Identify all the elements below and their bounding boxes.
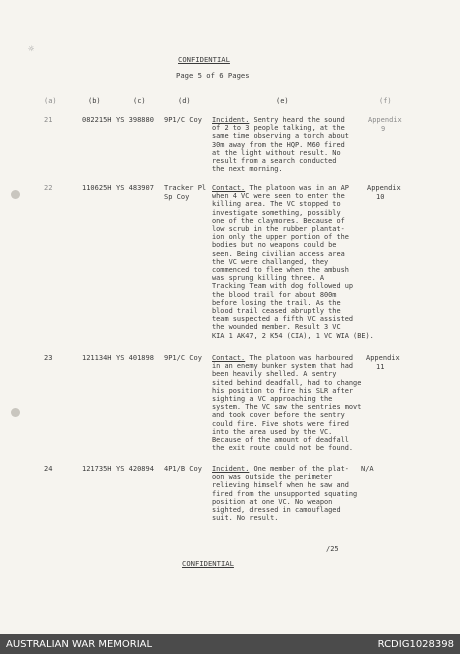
entry-unit: 4P1/B Coy <box>164 465 202 473</box>
entry-time: 110625H <box>82 184 112 192</box>
corner-mark: ☼ <box>28 44 35 55</box>
entry-heading: Contact. <box>212 354 246 362</box>
classification-footer: CONFIDENTIAL <box>182 559 234 568</box>
entry-time: 082215H <box>82 116 112 124</box>
entry-heading: Incident. <box>212 465 250 473</box>
archive-id: RCDIG1028398 <box>377 639 454 650</box>
archive-watermark-bar <box>0 634 460 654</box>
entry-ref-number: 9 <box>381 125 386 133</box>
entry-heading: Incident. <box>212 116 250 124</box>
entry-unit: Tracker Pl <box>164 184 207 192</box>
archive-name: AUSTRALIAN WAR MEMORIAL <box>6 639 153 650</box>
punch-hole <box>11 408 20 417</box>
entry-ref: Appendix <box>367 184 401 192</box>
entry-narrative: Contact. The platoon was in an AP when 4 VC were seen to enter the killing area. The VC stopped to investigate something, possibly one of the claymores. Because of low scrub in the rubber plantat- ion only the upper portion of the bodies but no weapons could be seen. Being civilian access area the VC were challanged, they commenced to flee when the ambush was sprung killing three. A Tracking Team with dog followed up the blood trail for about 800m before losing the trail. As the blood trail ceased abruptly the team suspected a fifth VC assisted the wounded member. Result 3 VC KIA 1 AK47, 2 K54 (CIA), 1 VC WIA (BE). <box>212 184 374 340</box>
entry-grid: YS 483907 <box>116 184 154 192</box>
entry-ref: Appendix <box>368 116 402 124</box>
entry-grid: YS 398880 <box>116 116 154 124</box>
col-header-b: (b) <box>88 97 101 105</box>
col-header-c: (c) <box>133 97 146 105</box>
col-header-a: (a) <box>44 97 57 105</box>
classification-header: CONFIDENTIAL <box>178 55 230 64</box>
entry-unit: 9P1/C Coy <box>164 116 202 124</box>
page-continuation-mark: /25 <box>326 545 339 553</box>
entry-grid: YS 401898 <box>116 354 154 362</box>
entry-serial: 23 <box>44 354 53 362</box>
col-header-d: (d) <box>178 97 191 105</box>
entry-narrative: Incident. One member of the plat- oon was outside the perimeter relieving himself when he saw and fired from the unsupported squating position at one VC. No weapon sighted, dressed in camouflaged suit. No result. <box>212 465 358 523</box>
entry-narrative: Contact. The platoon was harboured in an enemy bunker system that had been heavily shelled. A sentry sited behind deadfall, had to change his position to fire his SLR after sighting a VC approaching the system. The VC saw the sentries movt and took cover before the sentry could fire. Five shots were fired into the area used by the VC. Because of the amount of deadfall the exit route could not be found. <box>212 354 362 453</box>
col-header-e: (e) <box>276 97 289 105</box>
entry-serial: 24 <box>44 465 53 473</box>
entry-time: 121134H <box>82 354 112 362</box>
entry-ref: N/A <box>361 465 374 473</box>
entry-ref: Appendix <box>366 354 400 362</box>
col-header-f: (f) <box>379 97 392 105</box>
punch-hole <box>11 190 20 199</box>
entry-time: 121735H <box>82 465 112 473</box>
entry-narrative: Incident. Sentry heard the sound of 2 to 3 people talking, at the same time observing a torch about 30m away from the HQP. M60 fired at the light without result. No result from a search conducted the next morning. <box>212 116 349 174</box>
page-label: Page 5 of 6 Pages <box>176 71 250 80</box>
entry-serial: 21 <box>44 116 53 124</box>
entry-grid: YS 420894 <box>116 465 154 473</box>
entry-serial: 22 <box>44 184 53 192</box>
entry-unit-sub: Sp Coy <box>164 193 190 201</box>
entry-ref-number: 11 <box>376 363 385 371</box>
entry-heading: Contact. <box>212 184 246 192</box>
entry-ref-number: 10 <box>376 193 385 201</box>
entry-unit: 9P1/C Coy <box>164 354 202 362</box>
